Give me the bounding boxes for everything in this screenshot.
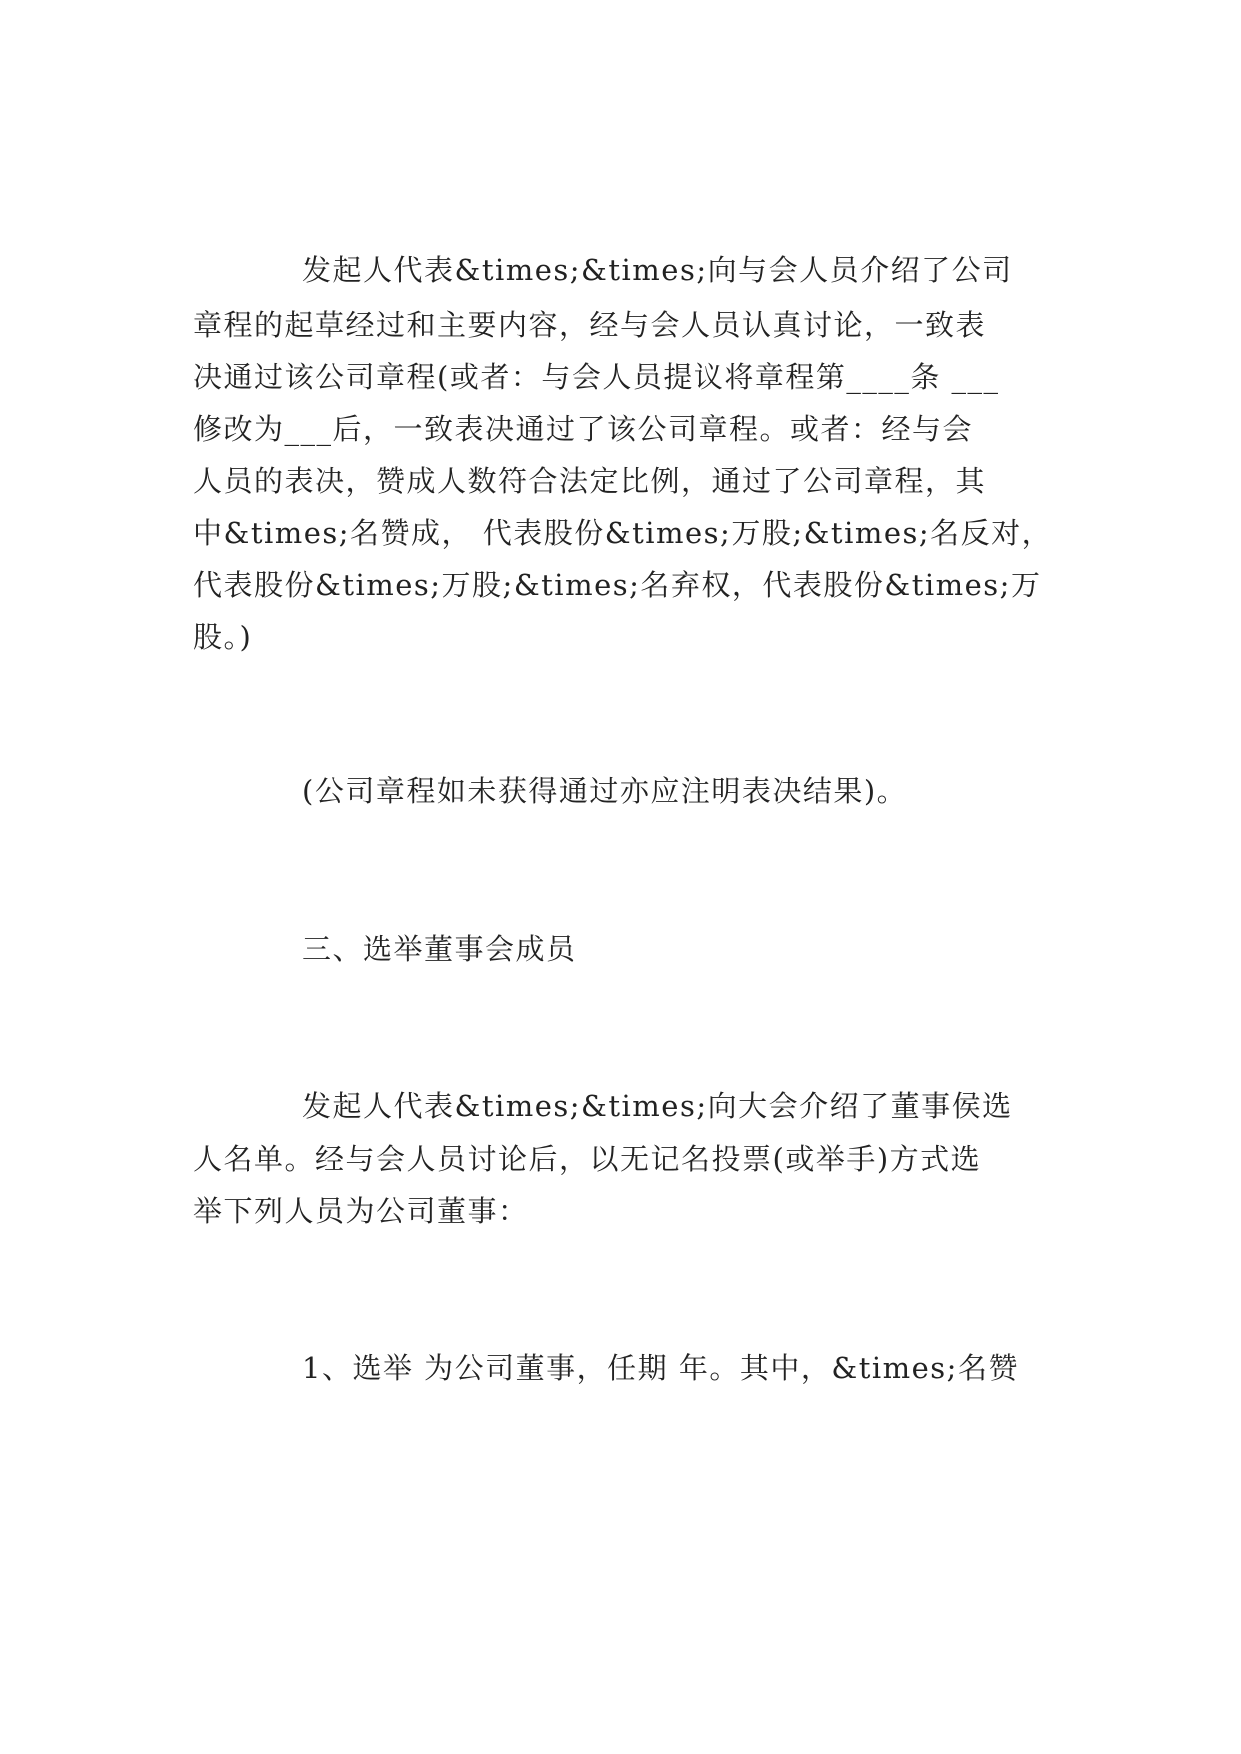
paragraph-1-line-7: 代表股份&times;万股;&times;名弃权，代表股份&times;万: [193, 568, 1042, 602]
paragraph-3-line-1: 发起人代表&times;&times;向大会介绍了董事侯选: [302, 1089, 1013, 1123]
paragraph-1-line-8: 股。): [193, 620, 253, 654]
paragraph-1-line-6: 中&times;名赞成， 代表股份&times;万股;&times;名反对，: [193, 516, 1053, 550]
paragraph-2: (公司章程如未获得通过亦应注明表决结果)。: [302, 774, 908, 808]
list-item-1: 1、选举 为公司董事，任期 年。其中，&times;名赞: [302, 1351, 1019, 1385]
paragraph-3-line-3: 举下列人员为公司董事：: [193, 1194, 529, 1228]
paragraph-1-line-1: 发起人代表&times;&times;向与会人员介绍了公司: [302, 253, 1013, 287]
paragraph-1-line-5: 人员的表决，赞成人数符合法定比例，通过了公司章程，其: [193, 464, 987, 498]
paragraph-1-line-4: 修改为___后，一致表决通过了该公司章程。或者：经与会: [193, 412, 974, 446]
paragraph-3-line-2: 人名单。经与会人员讨论后，以无记名投票(或举手)方式选: [193, 1142, 982, 1176]
paragraph-1-line-3: 决通过该公司章程(或者：与会人员提议将章程第____条 ___: [193, 360, 1000, 394]
section-heading-3: 三、选举董事会成员: [302, 932, 577, 966]
paragraph-1-line-2: 章程的起草经过和主要内容，经与会人员认真讨论，一致表: [193, 308, 987, 342]
